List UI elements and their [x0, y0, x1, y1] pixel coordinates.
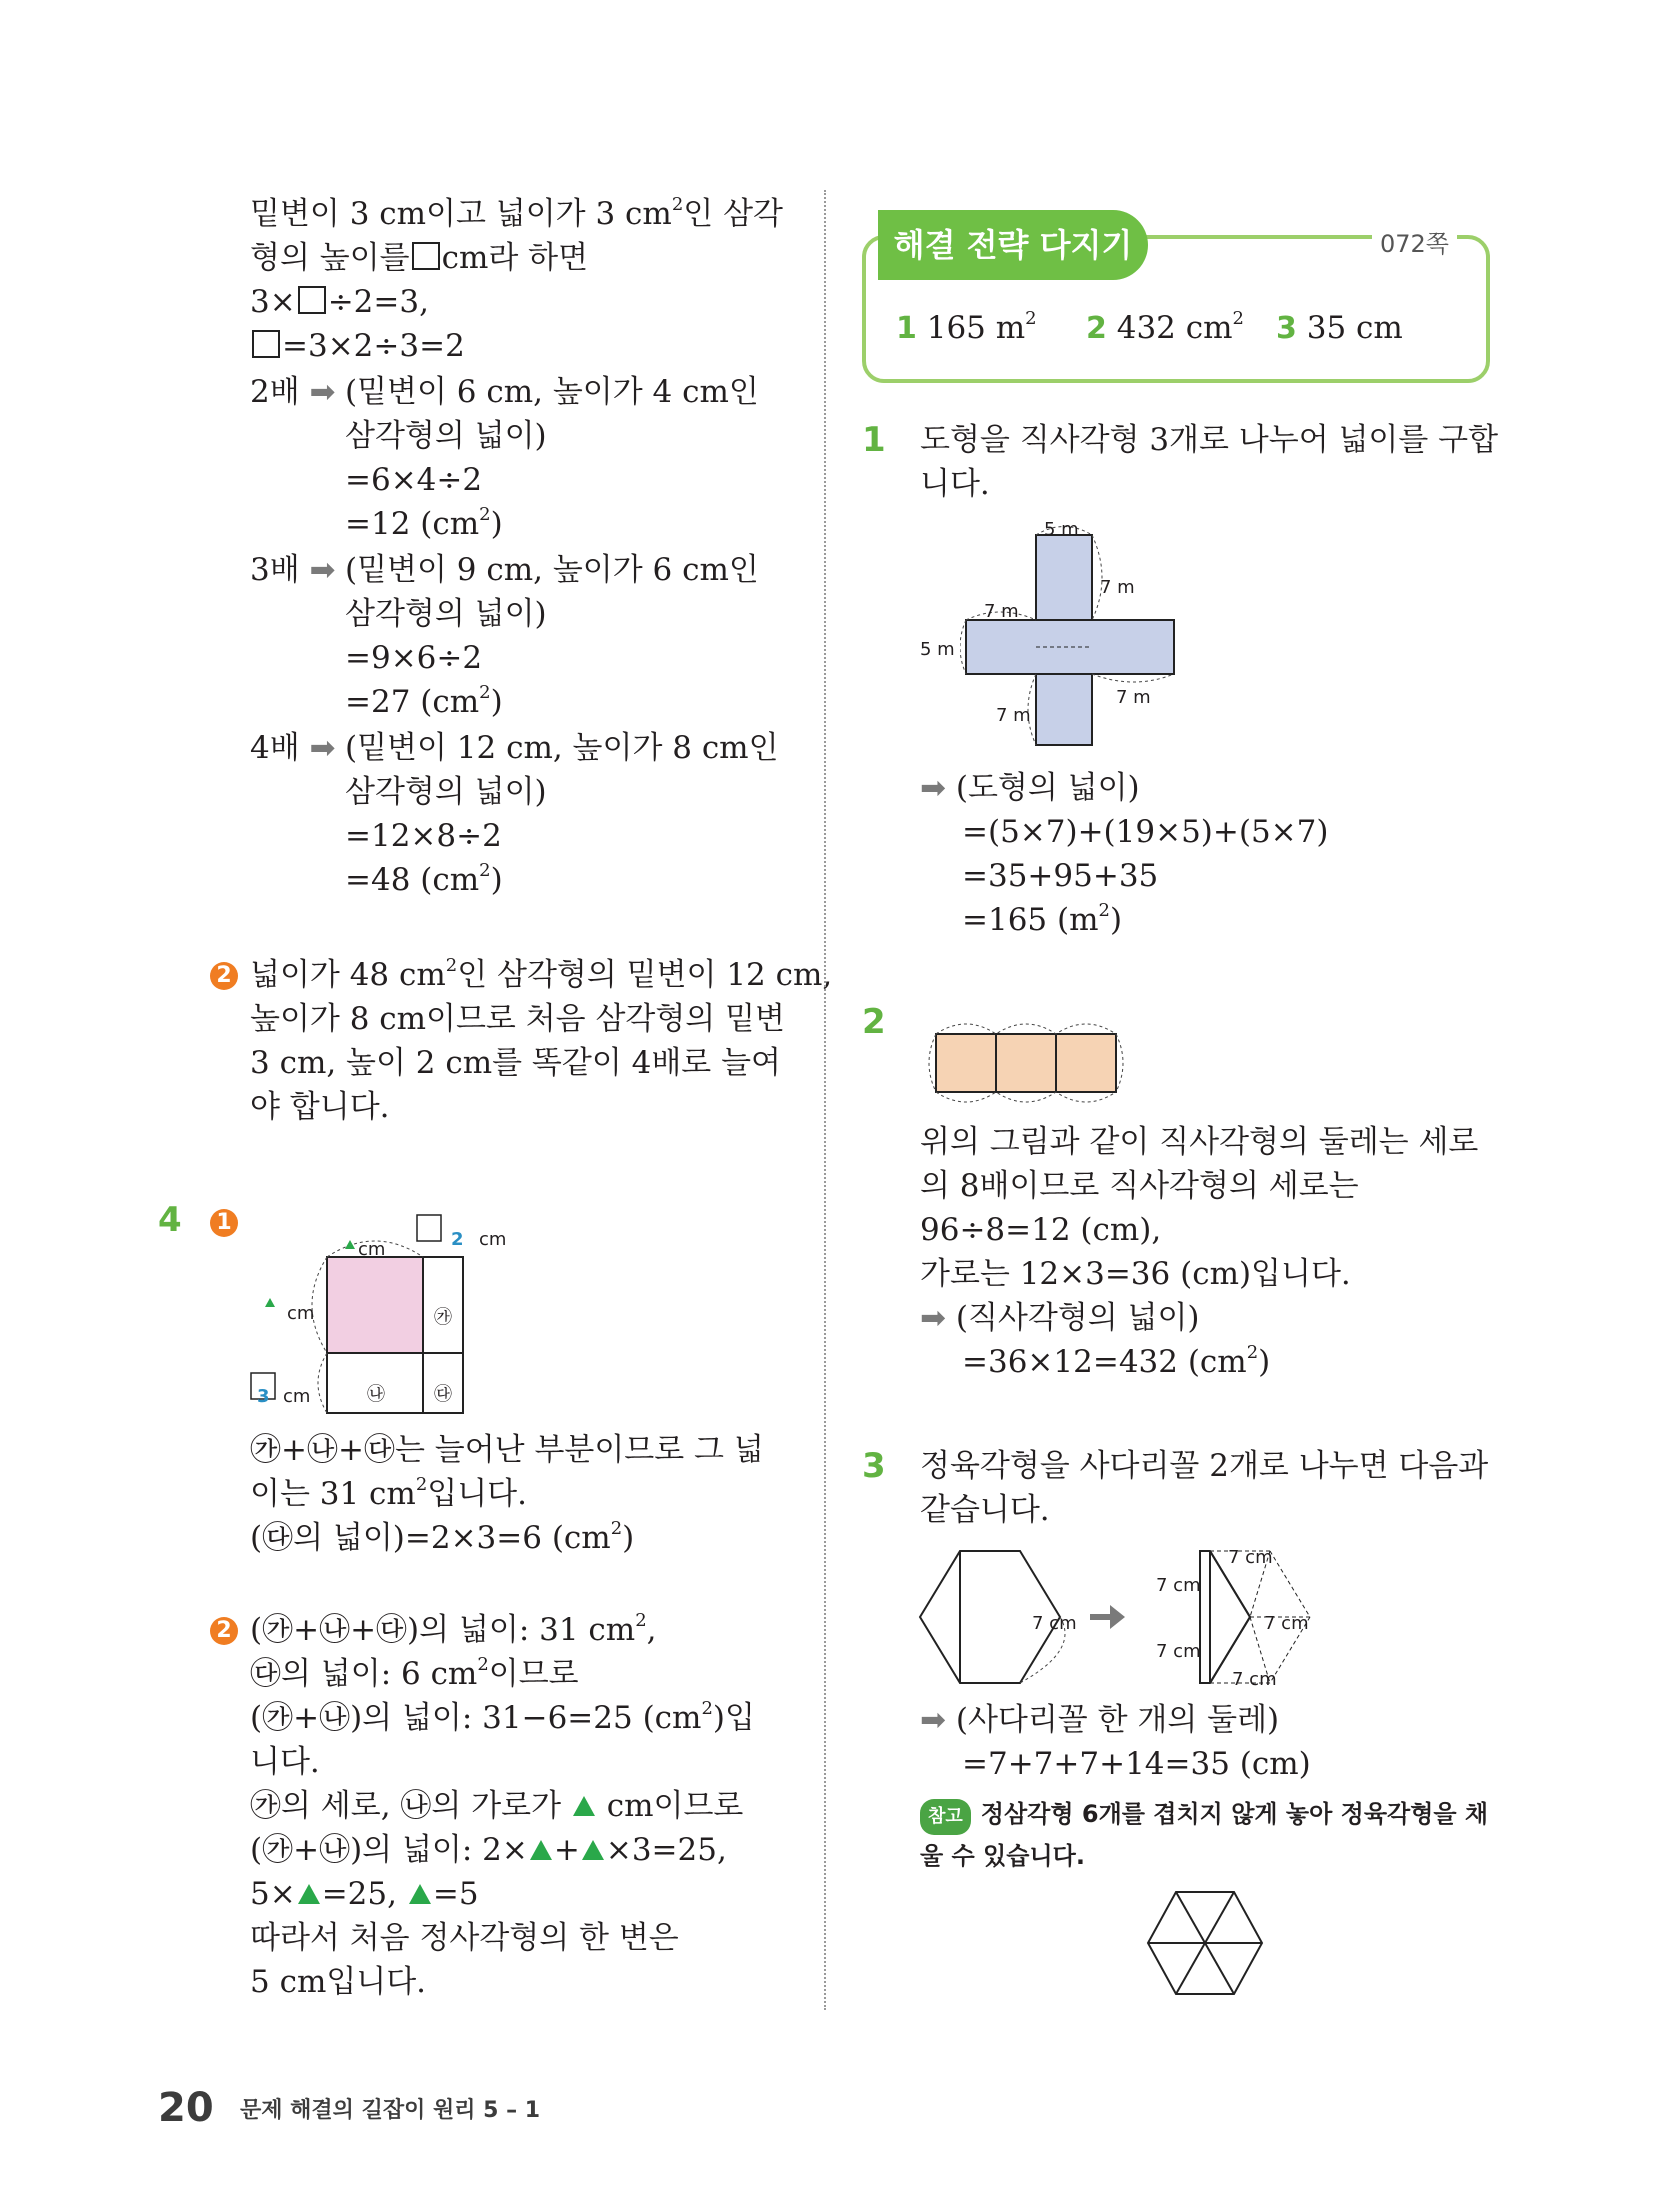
text-line: (밑변이 12 cm, 높이가 8 cm인 — [345, 730, 779, 766]
triangle-icon — [409, 1884, 431, 1904]
cross-label-5m-top: 5 m — [1044, 519, 1079, 540]
triangle-icon — [530, 1840, 552, 1860]
triangle-icon — [582, 1840, 604, 1860]
text-line: 형의 높이를 cm라 하면 — [250, 240, 589, 276]
text-line: 의 8배이므로 직사각형의 세로는 — [920, 1168, 1359, 1204]
cross-label-7m-bottom-right: 7 m — [1116, 687, 1151, 708]
cross-label-7m-bottom-left: 7 m — [996, 705, 1031, 726]
book-title: 문제 해결의 길잡이 원리 5 – 1 — [240, 2098, 541, 2123]
question-number-2: 2 — [862, 1002, 886, 1042]
text-line: ➡ (도형의 넓이) — [920, 770, 1140, 806]
text-line: 5× =25, =5 — [250, 1876, 479, 1912]
question-number-3: 3 — [862, 1446, 886, 1486]
text-line: =9×6÷2 — [345, 640, 483, 676]
trap-label-7cm-top: 7 cm — [1228, 1547, 1273, 1568]
fig-label-cm-left: cm — [287, 1303, 315, 1324]
text-line: 니다. — [920, 466, 990, 502]
question-number-4: 4 — [158, 1200, 182, 1240]
text-line: (㉰의 넓이)=2×3=6 $(cm^2)$ — [250, 1518, 635, 1556]
text-line: 높이가 8 cm이므로 처음 삼각형의 밑변 — [250, 1001, 785, 1037]
triangle-icon — [573, 1796, 595, 1816]
fig-box-3: 3 — [257, 1386, 270, 1407]
fig-label-cm-bottom: cm — [283, 1386, 311, 1407]
text-line: 도형을 직사각형 3개로 나누어 넓이를 구합 — [920, 422, 1499, 458]
trap-label-7cm-right: 7 cm — [1264, 1613, 1309, 1634]
triple-label: 3배 ➡ — [250, 552, 336, 588]
step-2-marker: 2 — [210, 957, 238, 993]
panel-title: 해결 전략 다지기 — [878, 210, 1148, 280]
answer-1: 1 165 $m^2$ — [896, 308, 1037, 346]
text-line: 넓이가 48 $cm^2$인 삼각형의 밑변이 12 cm, — [250, 955, 833, 993]
text-line: 삼각형의 넓이) — [345, 418, 547, 454]
text-line: =36×12=432 $(cm^2)$ — [962, 1342, 1271, 1380]
note-badge: 참고 — [920, 1799, 971, 1835]
step-1-marker: 1 — [210, 1204, 238, 1240]
text-line: 위의 그림과 같이 직사각형의 둘레는 세로 — [920, 1124, 1479, 1160]
text-line: =12×8÷2 — [345, 818, 502, 854]
text-line: =6×4÷2 — [345, 462, 483, 498]
fig-region-da: ㉰ — [434, 1384, 452, 1405]
column-divider — [824, 190, 826, 2010]
text-line: ㉮+㉯+㉰는 늘어난 부분이므로 그 넓 — [250, 1432, 764, 1468]
blank-box — [412, 242, 440, 270]
cross-label-5m-left: 5 m — [920, 639, 955, 660]
text-line: (밑변이 6 cm, 높이가 4 cm인 — [345, 374, 759, 410]
text-line: =48 $(cm^2)$ — [345, 860, 503, 898]
text-line: 밑변이 3 cm이고 넓이가 3 $cm^2$인 삼각 — [250, 194, 783, 232]
trap-label-7cm-left-bottom: 7 cm — [1156, 1641, 1201, 1662]
text-line: 가로는 12×3=36 (cm)입니다. — [920, 1256, 1351, 1292]
fig-region-na: ㉯ — [367, 1384, 385, 1405]
text-line: (㉮+㉯)의 넓이: 2× + ×3=25, — [250, 1832, 727, 1868]
fig-box-2: 2 — [451, 1229, 464, 1250]
note-line: 울 수 있습니다. — [920, 1842, 1085, 1870]
text-line: ㉰의 넓이: 6 $cm^2$이므로 — [250, 1654, 579, 1692]
text-line: 삼각형의 넓이) — [345, 596, 547, 632]
text-line: 같습니다. — [920, 1492, 1050, 1528]
text-line: (㉮+㉯+㉰)의 넓이: 31 $cm^2$, — [250, 1610, 657, 1648]
text-line: 3× ÷2=3, — [250, 284, 429, 320]
text-line: =7+7+7+14=35 (cm) — [962, 1746, 1311, 1782]
double-label: 2배 ➡ — [250, 374, 336, 410]
text-line: 이는 31 $cm^2$입니다. — [250, 1474, 527, 1512]
text-line: 3 cm, 높이 2 cm를 똑같이 4배로 늘여 — [250, 1045, 781, 1081]
hexagon-six-triangles-figure — [1140, 1880, 1270, 2010]
text-line: =(5×7)+(19×5)+(5×7) — [962, 814, 1329, 850]
text-line: =35+95+35 — [962, 858, 1159, 894]
answer-2: 2 432 $cm^2$ — [1086, 308, 1244, 346]
panel-page-ref: 072쪽 — [1372, 226, 1457, 262]
cross-label-7m-left: 7 m — [984, 601, 1019, 622]
fig-region-ga: ㉮ — [434, 1307, 452, 1328]
text-line: =165 $(m^2)$ — [962, 900, 1123, 938]
answer-3: 3 35 cm — [1276, 310, 1403, 346]
text-line: =3×2÷3=2 — [250, 328, 465, 364]
blank-box — [298, 286, 326, 314]
fig-label-cm-top: cm — [358, 1239, 386, 1260]
question-number-1: 1 — [862, 420, 886, 460]
text-line: ㉮의 세로, ㉯의 가로가 cm이므로 — [250, 1788, 744, 1824]
three-rectangles-figure — [916, 1010, 1136, 1110]
hex-label-7cm: 7 cm — [1032, 1613, 1077, 1634]
trap-label-7cm-left-top: 7 cm — [1156, 1575, 1201, 1596]
trap-label-7cm-bottom: 7 cm — [1232, 1669, 1277, 1690]
text-line: ➡ (사다리꼴 한 개의 둘레) — [920, 1702, 1280, 1738]
text-line: ➡ (직사각형의 넓이) — [920, 1300, 1200, 1336]
text-line: 야 합니다. — [250, 1089, 390, 1125]
text-line: 따라서 처음 정사각형의 한 변은 — [250, 1920, 679, 1956]
text-line: 삼각형의 넓이) — [345, 774, 547, 810]
cross-figure — [960, 520, 1180, 760]
text-line: 5 cm입니다. — [250, 1964, 427, 2000]
text-line: (㉮+㉯)의 넓이: 31−6=25 $(cm^2)$입 — [250, 1698, 755, 1736]
text-line: (밑변이 9 cm, 높이가 6 cm인 — [345, 552, 759, 588]
note-line: 참고 정삼각형 6개를 겹치지 않게 놓아 정육각형을 채 — [920, 1796, 1488, 1835]
text-line: =12 $(cm^2)$ — [345, 504, 503, 542]
step-2-marker: 2 — [210, 1612, 238, 1648]
fig-label-cm-right: cm — [479, 1229, 507, 1250]
text-line: 정육각형을 사다리꼴 2개로 나누면 다음과 — [920, 1448, 1489, 1484]
text-line: 니다. — [250, 1744, 320, 1780]
blank-box — [252, 330, 280, 358]
page-number: 20 — [158, 2085, 214, 2131]
triangle-icon — [298, 1884, 320, 1904]
cross-label-7m-right: 7 m — [1100, 577, 1135, 598]
text-line: =27 $(cm^2)$ — [345, 682, 503, 720]
quadruple-label: 4배 ➡ — [250, 730, 336, 766]
text-line: 96÷8=12 (cm), — [920, 1212, 1162, 1248]
